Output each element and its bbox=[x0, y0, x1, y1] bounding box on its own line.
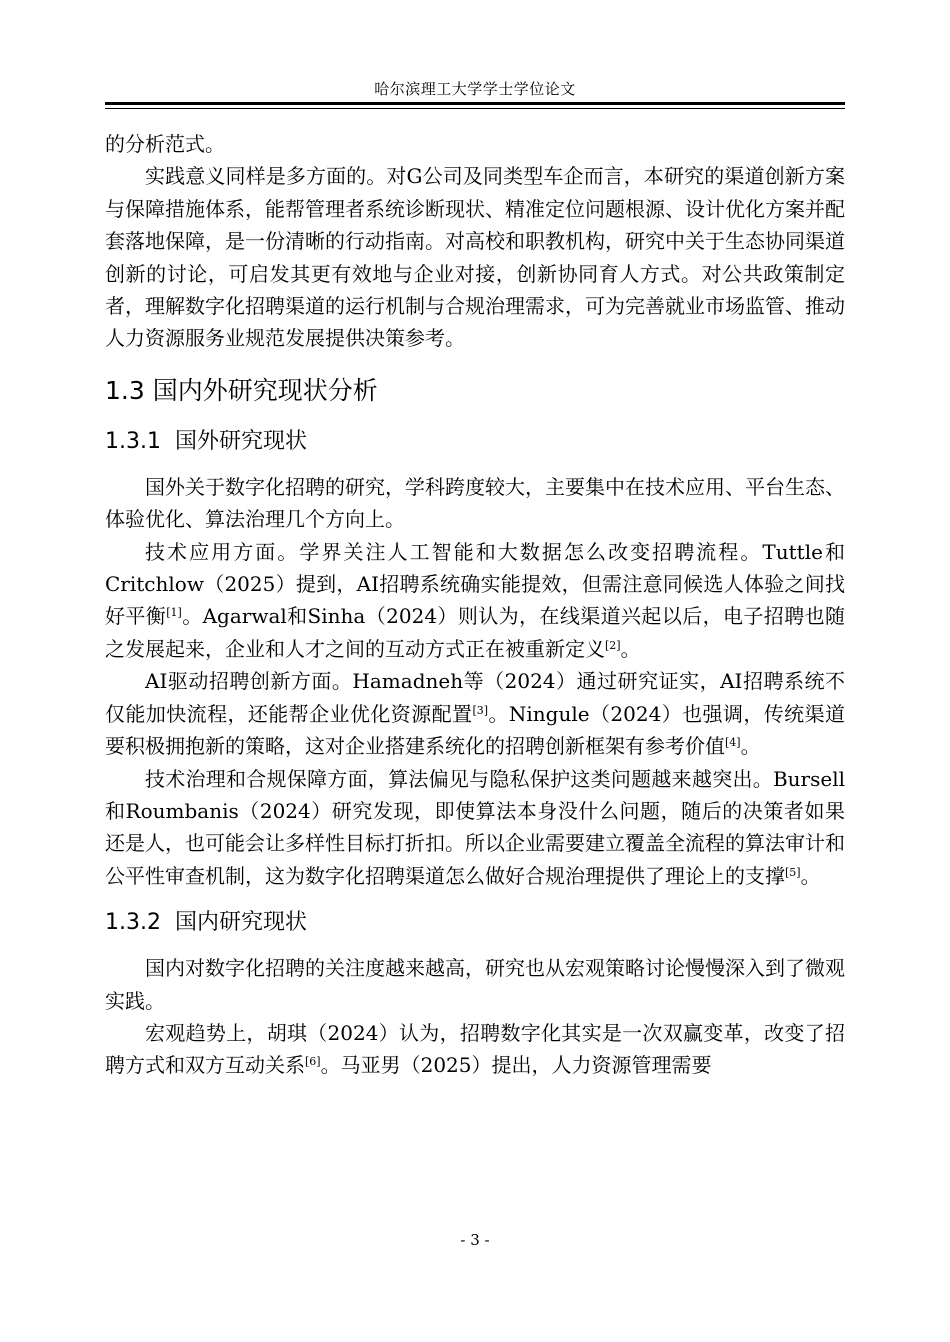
subsection-title: 国外研究现状 bbox=[174, 428, 307, 454]
text-run: 技术治理和合规保障方面，算法偏见与隐私保护这类问题越来越突出。Bursell和Roumbanis（2024）研究发现，即使算法本身没什么问题，随后的决策者如果还是人，也可能会让多样性目标打折扣。所以企业需要建立覆盖全流程的算法审计和公平性审查机制，这为数字化招聘渠道怎么做好合规治理提供了理论上的支撑 bbox=[105, 766, 845, 888]
text-run: 。 bbox=[740, 734, 761, 759]
text-run: 宏观趋势上，胡琪（2024）认为，招聘数字化其实是一次双赢变革，改变了招聘方式和双方互动关系 bbox=[105, 1020, 845, 1078]
text-run: AI驱动招聘创新方面。Hamadneh等（2024）通过研究证实，AI招聘系统不仅能加快流程，还能帮企业优化资源配置 bbox=[105, 669, 845, 726]
text-run: 。马亚男（2025）提出，人力资源管理需要 bbox=[320, 1053, 712, 1078]
page-body bbox=[105, 128, 845, 1082]
citation-5: [5] bbox=[785, 865, 801, 879]
citation-2: [2] bbox=[605, 638, 621, 652]
subsection-title: 国内研究现状 bbox=[174, 910, 307, 936]
text-run: 。Ningule（2024）也强调，传统渠道要积极拥抱新的策略，这对企业搭建系统化的招聘创新框架有参考价值 bbox=[105, 701, 846, 759]
paragraph-foreign-intro: 国外关于数字化招聘的研究，学科跨度较大，主要集中在技术应用、平台生态、体验优化、算法治理几个方向上。 bbox=[105, 474, 845, 532]
citation-4: [4] bbox=[725, 736, 741, 750]
citation-6: [6] bbox=[305, 1055, 321, 1069]
text-run: 。Agarwal和Sinha（2024）则认为，在线渠道兴起以后，电子招聘也随之发展起来，企业和人才之间的互动方式正在被重新定义 bbox=[105, 604, 846, 661]
page-number: - 3 - bbox=[460, 1231, 490, 1249]
header-rule-thin bbox=[105, 108, 845, 109]
citation-1: [1] bbox=[166, 606, 182, 620]
paragraph-domestic-intro: 国内对数字化招聘的关注度越来越高，研究也从宏观策略讨论慢慢深入到了微观实践。 bbox=[105, 956, 845, 1013]
paragraph-governance bbox=[105, 763, 845, 893]
header-rule-thick bbox=[105, 102, 845, 105]
subsection-heading-1-3-1 bbox=[105, 425, 845, 459]
citation-3: [3] bbox=[472, 703, 489, 717]
subsection-number: 1.3.1 bbox=[105, 428, 161, 454]
paragraph-ai-innovation bbox=[105, 665, 845, 762]
text-run: 。 bbox=[620, 636, 641, 661]
subsection-heading-1-3-2 bbox=[105, 906, 845, 940]
section-heading-1-3: 1.3 国内外研究现状分析 bbox=[105, 375, 378, 405]
paragraph-tech-application bbox=[105, 536, 845, 666]
running-header: 哈尔滨理工大学学士学位论文 bbox=[374, 80, 576, 98]
paragraph-macro-trend bbox=[105, 1017, 845, 1082]
paragraph-practical-significance: 实践意义同样是多方面的。对G公司及同类型车企而言，本研究的渠道创新方案与保障措施体系，能帮管理者系统诊断现状、精准定位问题根源、设计优化方案并配套落地保障，是一份清晰的行动指南。对高校和职教机构，研究中关于生态协同渠道创新的讨论，可启发其更有效地与企业对接，创新协同育人方式。对公共政策制定者，理解数字化招聘渠道的运行机制与合规治理需求，可为完善就业市场监管、推动人力资源服务业规范发展提供决策参考。 bbox=[105, 164, 845, 351]
subsection-number: 1.3.2 bbox=[105, 910, 161, 936]
text-run: 。 bbox=[800, 863, 821, 888]
text-run: 技术应用方面。学界关注人工智能和大数据怎么改变招聘流程。Tuttle和Critchlow（2025）提到，AI招聘系统确实能提效，但需注意同候选人体验之间找好平衡 bbox=[105, 539, 845, 629]
paragraph-continued: 的分析范式。 bbox=[105, 132, 225, 156]
